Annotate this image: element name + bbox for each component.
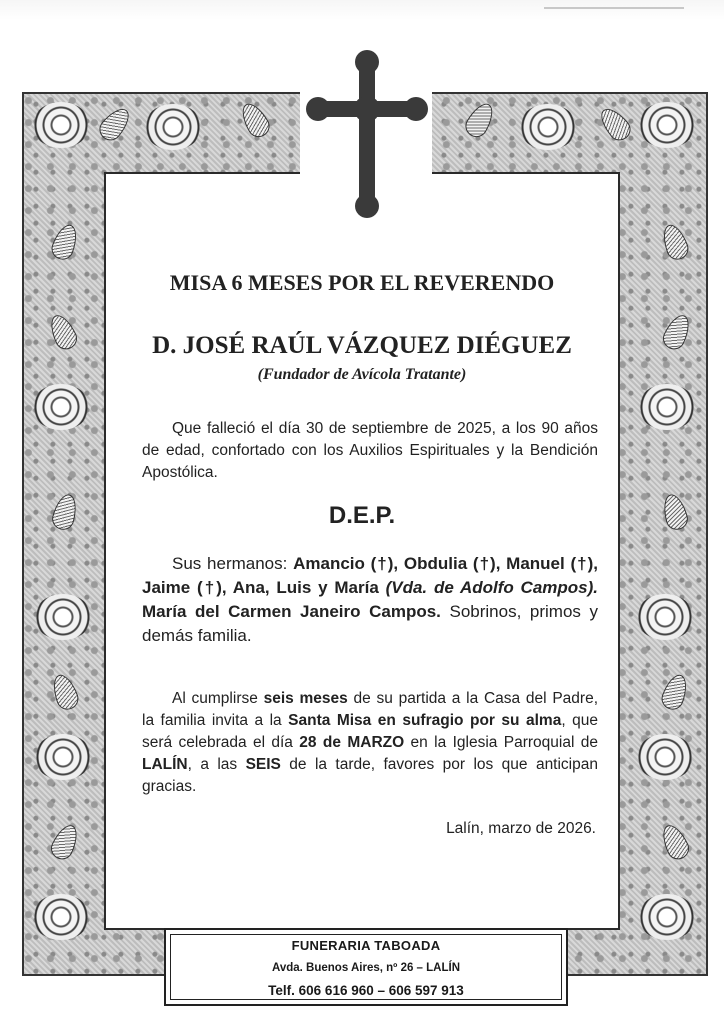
leaf-icon xyxy=(659,311,694,353)
rose-icon xyxy=(144,104,202,150)
scan-artifact-line xyxy=(544,7,684,9)
dep-heading: D.E.P. xyxy=(328,502,396,529)
rose-icon xyxy=(34,594,92,640)
family-siblings: Amancio (†), Obdulia (†), Manuel (†), Jaime (†), Ana, Luis y María xyxy=(142,554,599,597)
deceased-name: D. JOSÉ RAÚL VÁZQUEZ DIÉGUEZ xyxy=(152,332,572,359)
mass-date: 28 de MARZO xyxy=(299,734,405,751)
leaf-icon xyxy=(595,103,635,145)
rose-icon xyxy=(32,384,90,430)
scan-edge xyxy=(0,0,724,20)
family-widow-note: (Vda. de Adolfo Campos). xyxy=(385,578,598,597)
family-tail: Sobrinos, primos y demás familia. xyxy=(142,602,599,645)
rose-icon xyxy=(34,734,92,780)
funeral-home-box xyxy=(164,928,568,1006)
rose-icon xyxy=(519,104,577,150)
leaf-icon xyxy=(49,671,82,712)
leaf-icon xyxy=(45,311,80,353)
leaf-icon xyxy=(95,103,135,145)
mass-time: SEIS xyxy=(245,756,281,773)
leaf-icon xyxy=(236,99,273,141)
rose-icon xyxy=(32,102,90,148)
leaf-icon xyxy=(461,99,498,141)
family-intro: Sus hermanos: xyxy=(172,554,294,573)
funeral-home-phone: Telf. 606 616 960 – 606 597 913 xyxy=(268,983,464,998)
leaf-icon xyxy=(47,821,82,863)
rose-icon xyxy=(638,102,696,148)
death-paragraph-text: Que falleció el día 30 de septiembre de 2025, a los 90 años de edad, confortado con los Auxilios Espirituales y la Bendición Apostólica. xyxy=(142,420,598,481)
rose-icon xyxy=(636,734,694,780)
mass-location: LALÍN xyxy=(142,756,188,773)
rose-icon xyxy=(638,384,696,430)
mass-text: de la tarde, favores por los que anticipan gracias. xyxy=(142,756,598,795)
death-paragraph xyxy=(142,418,598,484)
notice-heading: MISA 6 MESES POR EL REVERENDO xyxy=(169,270,555,295)
leaf-icon xyxy=(660,492,691,532)
mass-type: Santa Misa en sufragio por su alma xyxy=(288,712,562,729)
rose-icon xyxy=(32,894,90,940)
mass-text: de su partida a la Casa del Padre, la familia invita a la xyxy=(142,690,598,729)
family-second-name: María del Carmen Janeiro Campos. xyxy=(142,602,441,621)
mass-text: en la Iglesia Parroquial de xyxy=(404,734,598,751)
leaf-icon xyxy=(659,671,692,712)
mass-text: , a las xyxy=(187,756,246,773)
mass-duration: seis meses xyxy=(263,690,348,707)
family-paragraph xyxy=(142,552,598,648)
funeral-home-address: Avda. Buenos Aires, nº 26 – LALÍN xyxy=(271,962,461,974)
leaf-icon xyxy=(657,821,692,863)
rose-icon xyxy=(636,594,694,640)
cross-icon xyxy=(306,48,428,220)
mass-text: , que será celebrada el día xyxy=(142,712,598,751)
mass-paragraph xyxy=(142,688,598,798)
signature-line: Lalín, marzo de 2026. xyxy=(446,820,596,837)
leaf-icon xyxy=(659,221,692,262)
funeral-home-name: FUNERARIA TABOADA xyxy=(291,938,441,953)
leaf-icon xyxy=(49,221,82,262)
deceased-subtitle: (Fundador de Avícola Tratante) xyxy=(257,366,467,383)
rose-icon xyxy=(638,894,696,940)
leaf-icon xyxy=(50,492,81,532)
mass-text: Al cumplirse xyxy=(172,690,264,707)
